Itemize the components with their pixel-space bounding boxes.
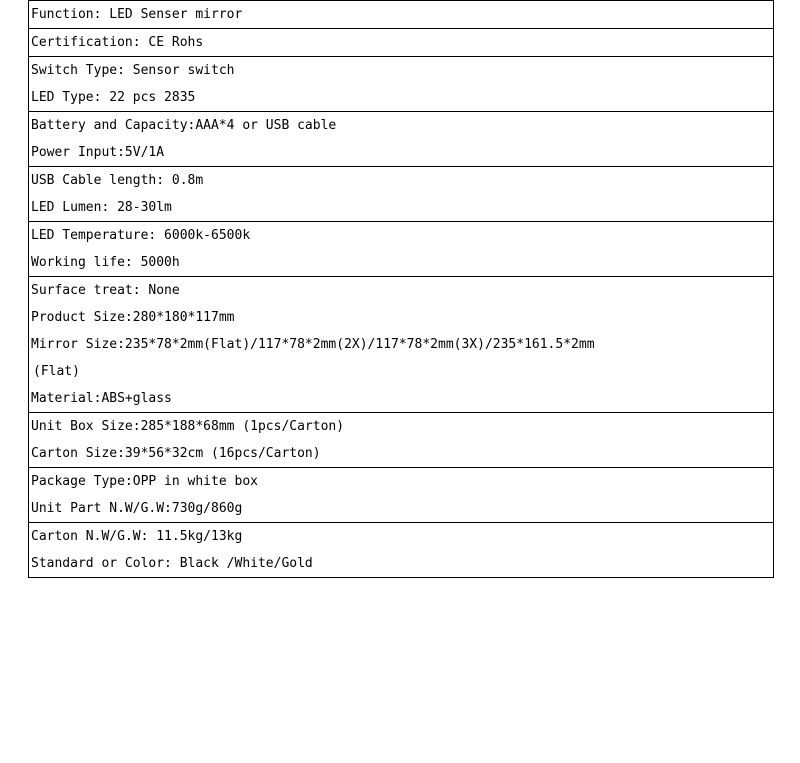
spec-row-carton-weight-color [29,522,773,577]
spec-line-surface-treat: Surface treat: None [31,283,180,298]
spec-line-material: Material:ABS+glass [31,391,172,406]
spec-line-led-lumen: LED Lumen: 28-30lm [31,200,172,215]
spec-table [28,0,774,578]
spec-line-power-input: Power Input:5V/1A [31,145,165,160]
spec-row-function [29,0,773,28]
spec-row-battery-power [29,111,773,166]
spec-line-product-size: Product Size:280*180*117mm [31,310,235,325]
spec-line-switch-type: Switch Type: Sensor switch [31,63,235,78]
spec-row-box-carton-size [29,412,773,467]
spec-line-mirror-size-cont: (Flat) [33,364,80,379]
spec-line-mirror-size: Mirror Size:235*78*2mm(Flat)/117*78*2mm(2X)/117*78*2mm(3X)/235*161.5*2mm [31,337,595,352]
spec-line-package-type: Package Type:OPP in white box [31,474,258,489]
spec-line-function: Function: LED Senser mirror [31,7,243,22]
spec-row-package-weight [29,467,773,522]
spec-line-usb-cable: USB Cable length: 0.8m [31,173,204,188]
spec-row-usb-lumen [29,166,773,221]
spec-line-carton-size: Carton Size:39*56*32cm (16pcs/Carton) [31,446,321,461]
spec-line-carton-weight: Carton N.W/G.W: 11.5kg/13kg [31,529,243,544]
spec-line-battery: Battery and Capacity:AAA*4 or USB cable [31,118,337,133]
spec-line-unit-weight: Unit Part N.W/G.W:730g/860g [31,501,243,516]
spec-row-temperature-life [29,221,773,276]
spec-line-certification: Certification: CE Rohs [31,35,204,50]
spec-row-surface-size-material [29,276,773,412]
spec-line-color: Standard or Color: Black /White/Gold [31,556,313,571]
spec-line-led-type: LED Type: 22 pcs 2835 [31,90,196,105]
spec-line-working-life: Working life: 5000h [31,255,180,270]
spec-line-led-temperature: LED Temperature: 6000k-6500k [31,228,251,243]
spec-line-unit-box-size: Unit Box Size:285*188*68mm (1pcs/Carton) [31,419,345,434]
spec-row-switch-led [29,56,773,111]
spec-row-certification [29,28,773,56]
